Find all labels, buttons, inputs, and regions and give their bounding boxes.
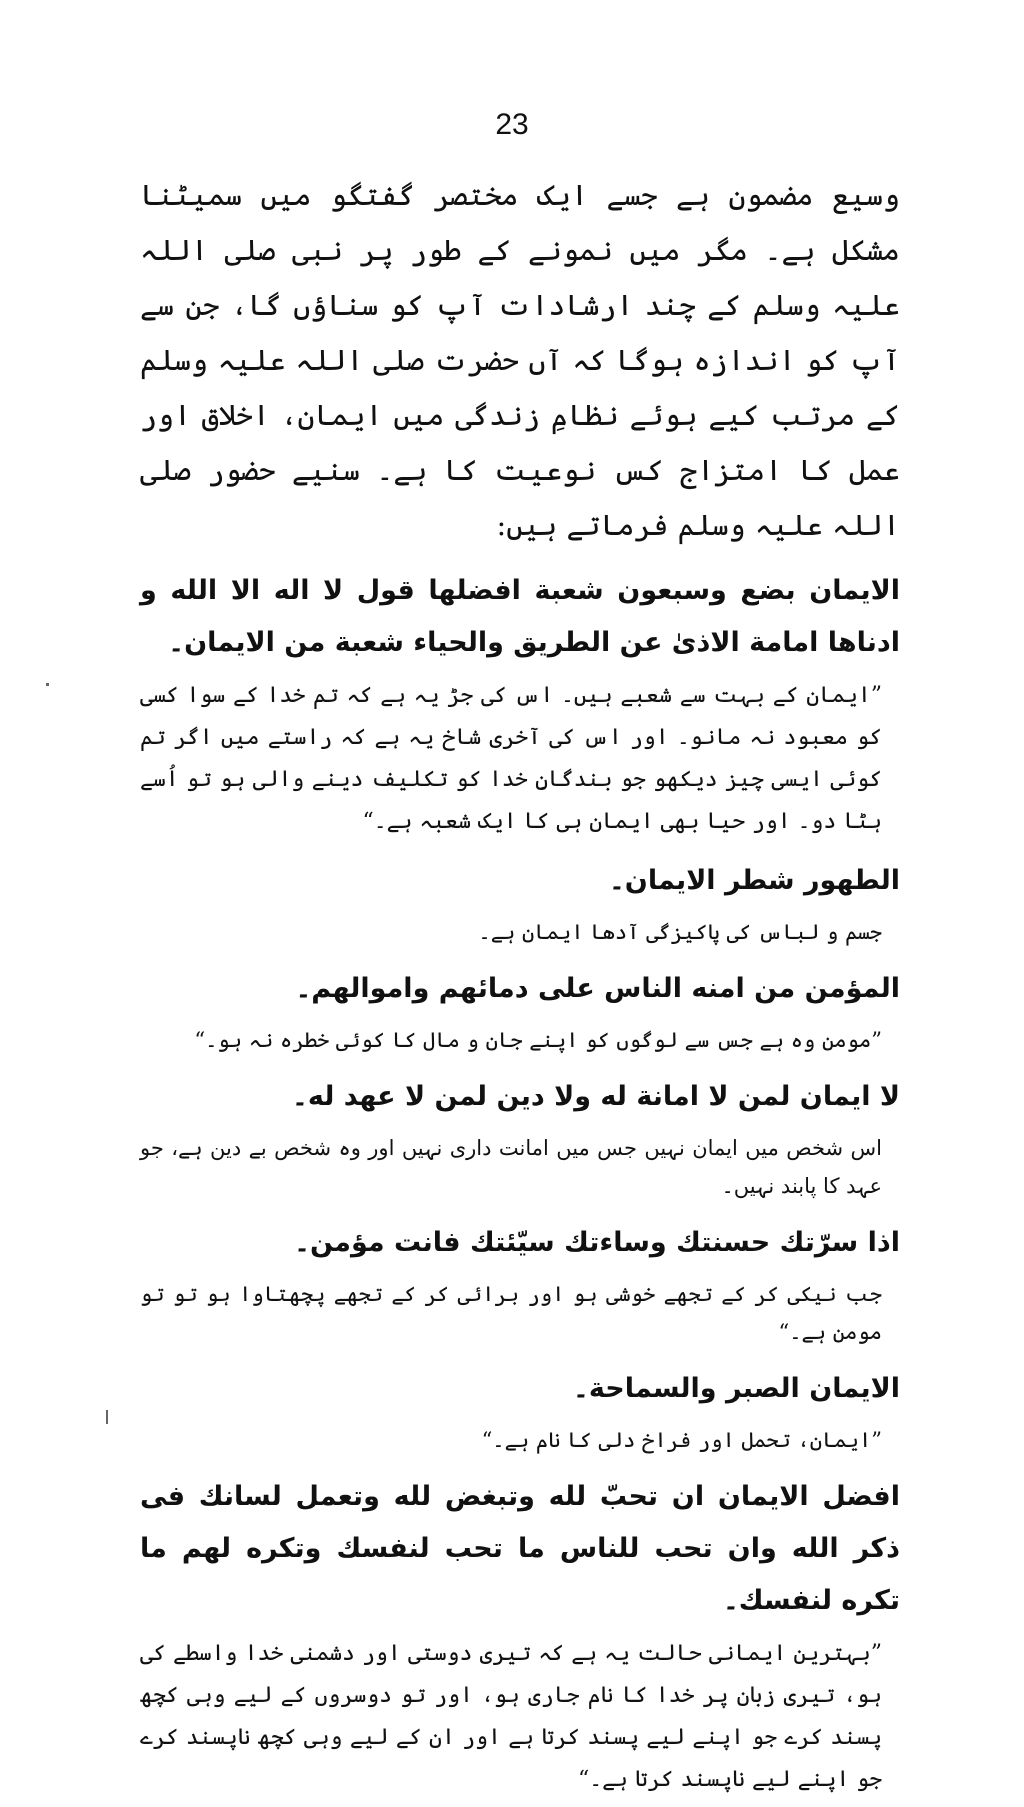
hadith-block <box>140 1071 900 1205</box>
scan-speck <box>46 683 49 686</box>
scan-speck <box>106 1410 108 1424</box>
hadith-arabic: الایمان بضع وسبعون شعبة افضلها قول لا اله الا الله و ادناها امامة الاذیٰ عن الطریق والحیاء شعبة من الایمان۔ <box>140 575 900 658</box>
hadith-translation: ”ایمان، تحمل اور فراخ دلی کا نام ہے۔“ <box>481 1428 882 1452</box>
hadith-translation: جب نیکی کر کے تجھے خوشی ہو اور برائی کر کے تجھے پچھتاوا ہو تو تو مومن ہے۔“ <box>140 1282 882 1344</box>
page-number: 23 <box>495 108 529 141</box>
hadith-arabic: الطهور شطر الایمان۔ <box>608 865 900 896</box>
hadith-arabic: الایمان الصبر والسماحة۔ <box>573 1373 900 1404</box>
hadith-block <box>140 855 900 951</box>
hadith-arabic: لا ایمان لمن لا امانة له ولا دین لمن لا عهد له۔ <box>292 1081 900 1112</box>
hadith-translation: ”بہترین ایمانی حالت یہ ہے کہ تیری دوستی اور دشمنی خدا واسطے کی ہو، تیری زبان پر خدا کا نام جاری ہو، اور تو دوسروں کے لیے وہی کچھ پسند کرے جو اپنے لیے پسند کرتا ہے اور ان کے لیے وہی کچھ ناپسند کرے جو اپنے لیے ناپسند کرتا ہے۔“ <box>140 1641 882 1792</box>
hadith-block <box>140 1471 900 1801</box>
hadith-block <box>140 963 900 1059</box>
intro-paragraph: وسیع مضمون ہے جسے ایک مختصر گفتگو میں سمیٹنا مشکل ہے۔ مگر میں نمونے کے طور پر نبی صلی اللہ علیہ وسلم کے چند ارشادات آپ کو سناؤں گا، جن سے آپ کو اندازہ ہوگا کہ آں حضرت صلی اللہ علیہ وسلم کے مرتب کیے ہوئے نظامِ زندگی میں ایمان، اخلاق اور عمل کا امتزاج کس نوعیت کا ہے۔ سنیے حضور صلی اللہ علیہ وسلم فرماتے ہیں: <box>140 178 900 542</box>
hadith-arabic: المؤمن من امنه الناس علی دمائهم واموالهم۔ <box>295 973 900 1004</box>
hadith-block <box>140 1217 900 1351</box>
hadith-translation: اس شخص میں ایمان نہیں جس میں امانت داری نہیں اور وہ شخص بے دین ہے، جو عہد کا پابند نہیں۔ <box>140 1136 882 1198</box>
hadith-block <box>140 565 900 843</box>
hadith-translation: جسم و لباس کی پاکیزگی آدھا ایمان ہے۔ <box>478 920 882 944</box>
hadith-block <box>140 1363 900 1459</box>
hadith-translation: ”مومن وہ ہے جس سے لوگوں کو اپنے جان و مال کا کوئی خطرہ نہ ہو۔“ <box>194 1028 882 1052</box>
hadith-translation: ”ایمان کے بہت سے شعبے ہیں۔ اس کی جڑ یہ ہے کہ تم خدا کے سوا کسی کو معبود نہ مانو۔ اور اس کی آخری شاخ یہ ہے کہ راستے میں اگر تم کوئی ایسی چیز دیکھو جو بندگانِ خدا کو تکلیف دینے والی ہو تو اُسے ہٹا دو۔ اور حیا بھی ایمان ہی کا ایک شعبہ ہے۔“ <box>140 683 882 834</box>
hadith-arabic: افضل الایمان ان تحبّ لله وتبغض لله وتعمل لسانك فی ذکر الله وان تحب للناس ما تحب لنفسك وتکره لهم ما تکره لنفسك۔ <box>140 1481 900 1616</box>
hadith-arabic: اذا سرّتك حسنتك وساءتك سیّئتك فانت مؤمن۔ <box>294 1227 900 1258</box>
page-content <box>140 168 900 1807</box>
